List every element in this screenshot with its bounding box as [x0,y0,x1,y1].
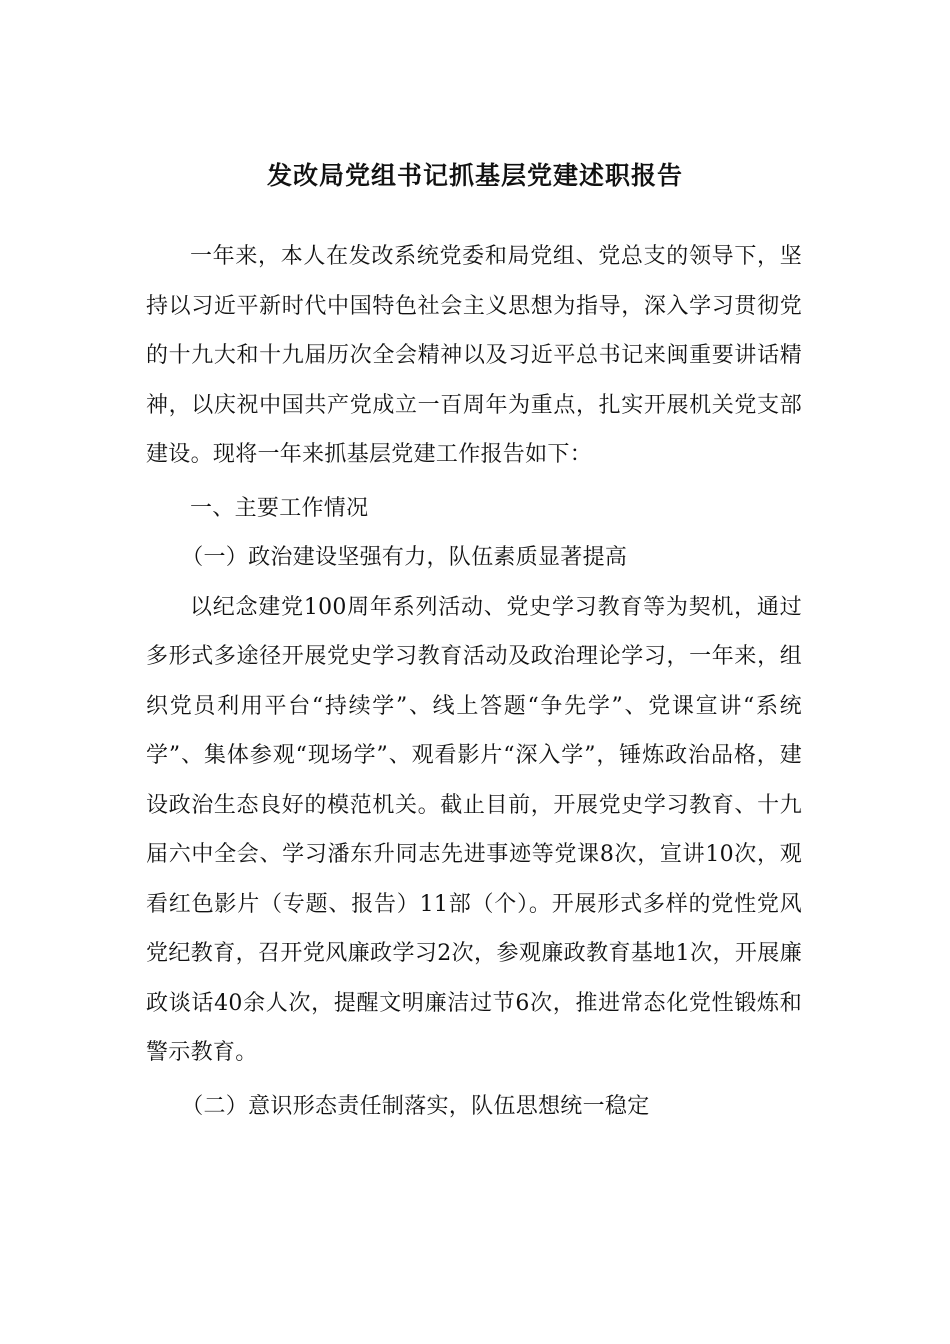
intro-paragraph: 一年来，本人在发改系统党委和局党组、党总支的领导下，坚持以习近平新时代中国特色社会主义思想为指导，深入学习贯彻党的十九大和十九届历次全会精神以及习近平总书记来闽重要讲话精神，以庆祝中国共产党成立一百周年为重点，扎实开展机关党支部建设。现将一年来抓基层党建工作报告如下： [146,244,802,467]
document-title: 发改局党组书记抓基层党建述职报告 [266,161,683,190]
subsection-heading: （二）意识形态责任制落实，队伍思想统一稳定 [181,1093,650,1119]
subsection-heading: （一）政治建设坚强有力，队伍素质显著提高 [181,545,628,570]
subsection-paragraph: 以纪念建党100周年系列活动、党史学习教育等为契机，通过多形式多途径开展党史学习教育活动及政治理论学习，一年来，组织党员利用平台“持续学”、线上答题“争先学”、党课宣讲“系统学”、集体参观“现场学”、观看影片“深入学”，锤炼政治品格，建设政治生态良好的模范机关。截止目前，开展党史学习教育、十九届六中全会、学习潘东升同志先进事迹等党课8次，宣讲10次，观看红色影片（专题、报告）11部（个）。开展形式多样的党性党风党纪教育，召开党风廉政学习2次，参观廉政教育基地1次，开展廉政谈话40余人次，提醒文明廉洁过节6次，推进常态化党性锻炼和警示教育。 [146,594,802,1065]
document-body [146,232,802,1131]
section-heading: 一、主要工作情况 [190,495,369,521]
